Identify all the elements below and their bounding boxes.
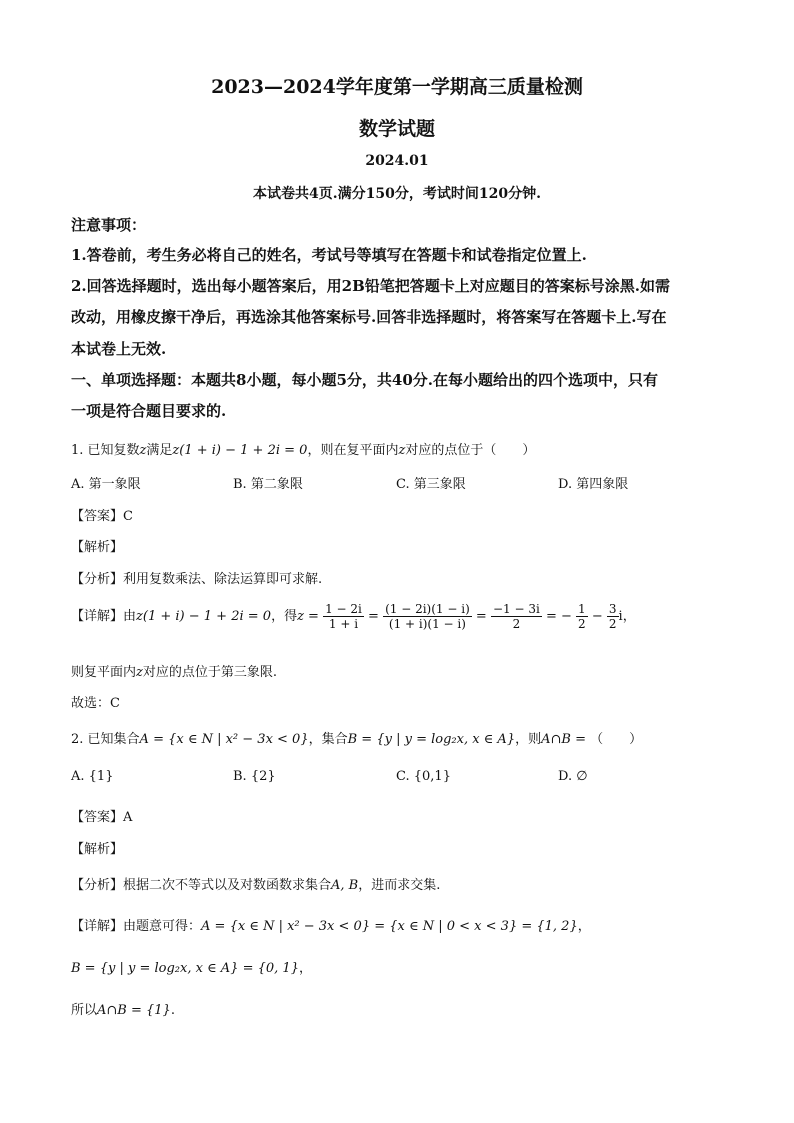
q1-detail-comma: ， bbox=[622, 609, 636, 624]
q1-conclusion-a: 则复平面内 bbox=[71, 665, 137, 680]
q1-frac-5-den: 2 bbox=[608, 617, 617, 631]
q1-frac-3-den: 2 bbox=[512, 617, 521, 631]
q1-frac-1 bbox=[323, 602, 364, 631]
q1-option-b: B. 第二象限 bbox=[233, 477, 303, 492]
q1-detail-a: 由 bbox=[123, 609, 137, 624]
exam-date: 2024.01 bbox=[365, 153, 429, 169]
q1-detail-tag: 【详解】 bbox=[71, 609, 124, 624]
q1-detail-z: z = bbox=[297, 609, 319, 624]
q1-detail-b: ，得 bbox=[271, 609, 298, 624]
q2-suffix: ，则 bbox=[515, 732, 542, 747]
q1-prefix: 1. 已知复数 bbox=[71, 443, 140, 458]
q1-analysis bbox=[71, 568, 322, 587]
q1-suffix: ，则在复平面内 bbox=[307, 443, 399, 458]
q2-fenxi-ab: A, B bbox=[331, 878, 359, 893]
q2-option-b: B. {2} bbox=[233, 769, 276, 784]
q1-fenxi-text: 利用复数乘法、除法运算即可求解. bbox=[123, 572, 323, 587]
notes-item-2-line-3: 本试卷上无效. bbox=[71, 340, 167, 358]
q1-frac-3-num: −1 − 3i bbox=[492, 602, 540, 616]
q2-set-a: A = {x ∈ N | x² − 3x < 0} bbox=[139, 732, 309, 747]
q1-equals-3: = bbox=[545, 609, 557, 624]
q1-detail-eq1: z(1 + i) − 1 + 2i = 0 bbox=[136, 609, 272, 624]
q1-detail bbox=[71, 602, 636, 631]
q2-detail bbox=[71, 915, 591, 934]
q2-answer bbox=[71, 806, 132, 825]
q2-detail-eq-b-end: ， bbox=[298, 961, 312, 976]
q1-answer-value: C bbox=[123, 509, 133, 524]
q2-mid: ，集合 bbox=[308, 732, 348, 747]
q1-answer bbox=[71, 505, 133, 524]
section-heading-line-1: 一、单项选择题：本题共8小题，每小题5分，共40分.在每小题给出的四个选项中，只有 bbox=[71, 371, 658, 389]
q1-frac-2 bbox=[383, 602, 472, 631]
q1-frac-2-num: (1 − 2i)(1 − i) bbox=[385, 602, 470, 616]
q1-frac-3 bbox=[491, 602, 542, 631]
page-subtitle: 数学试题 bbox=[358, 118, 435, 140]
q2-answer-tag: 【答案】 bbox=[71, 810, 124, 825]
q2-option-d: D. ∅ bbox=[558, 769, 588, 784]
q1-final-choice: 故选：C bbox=[71, 696, 120, 711]
q2-set-b: B = {y | y = log₂x, x ∈ A} bbox=[347, 732, 516, 747]
notes-heading: 注意事项： bbox=[71, 216, 147, 234]
q2-conclusion-a: 所以 bbox=[71, 1003, 98, 1018]
q2-detail-eq-a-end: ， bbox=[577, 919, 591, 934]
question-2-stem bbox=[71, 728, 642, 747]
q1-frac-1-den: 1 + i bbox=[328, 617, 359, 631]
q2-detail-eq-b: B = {y | y = log₂x, x ∈ A} = {0, 1} bbox=[71, 961, 299, 976]
q1-frac-5-num: 3 bbox=[608, 602, 617, 616]
q2-prefix: 2. 已知集合 bbox=[71, 732, 140, 747]
q2-conclusion-eq: A∩B = {1} bbox=[97, 1003, 171, 1018]
q1-jiexi-tag: 【解析】 bbox=[71, 540, 124, 555]
q1-frac-2-den: (1 + i)(1 − i) bbox=[388, 617, 466, 631]
q1-option-a: A. 第一象限 bbox=[71, 477, 141, 492]
notes-item-1: 1.答卷前，考生务必将自己的姓名，考试号等填写在答题卡和试卷指定位置上. bbox=[71, 246, 587, 264]
q1-frac-1-num: 1 − 2i bbox=[325, 602, 362, 616]
q1-conclusion-b: 对应的点位于第三象限. bbox=[142, 665, 278, 680]
q2-fenxi-text: 根据二次不等式以及对数函数求集合 bbox=[123, 878, 332, 893]
q1-minus-2: − bbox=[591, 609, 603, 624]
notes-item-2-line-2: 改动，用橡皮擦干净后，再选涂其他答案标号.回答非选择题时，将答案写在答题卡上.写在 bbox=[71, 308, 667, 326]
q2-intersection: A∩B bbox=[541, 732, 571, 747]
q1-option-c: C. 第三象限 bbox=[396, 477, 466, 492]
q2-detail-tag: 【详解】 bbox=[71, 919, 124, 934]
notes-item-2-line-1: 2.回答选择题时，选出每小题答案后，用2B铅笔把答题卡上对应题目的答案标号涂黑.如需 bbox=[71, 277, 671, 295]
q1-suffix-2: 对应的点位于（ ） bbox=[405, 443, 536, 458]
q1-answer-tag: 【答案】 bbox=[71, 509, 124, 524]
q1-minus-1: − bbox=[561, 609, 572, 624]
q1-frac-4 bbox=[576, 602, 588, 631]
q2-conclusion-end: . bbox=[170, 1003, 175, 1018]
exam-info: 本试卷共4页.满分150分，考试时间120分钟. bbox=[253, 186, 541, 202]
q1-frac-5 bbox=[607, 602, 619, 631]
q2-fenxi-end: ，进而求交集. bbox=[358, 878, 441, 893]
q2-detail-eq-a: A = {x ∈ N | x² − 3x < 0} = {x ∈ N | 0 < x < 3} = {1, 2} bbox=[201, 919, 578, 934]
q1-equals-1: = bbox=[368, 609, 379, 624]
q1-frac-4-den: 2 bbox=[578, 617, 586, 631]
q2-fenxi-tag: 【分析】 bbox=[71, 878, 124, 893]
question-1-stem bbox=[71, 439, 535, 458]
q1-equals-2: = bbox=[475, 609, 487, 624]
q2-answer-value: A bbox=[123, 810, 133, 825]
q2-option-c: C. {0,1} bbox=[396, 769, 451, 784]
q1-mid: 满足 bbox=[146, 443, 173, 458]
q1-fenxi-tag: 【分析】 bbox=[71, 572, 124, 587]
q2-detail-a: 由题意可得： bbox=[123, 919, 202, 934]
q1-equation: z(1 + i) − 1 + 2i = 0 bbox=[172, 443, 308, 458]
q2-analysis bbox=[71, 874, 440, 893]
q1-option-d: D. 第四象限 bbox=[558, 477, 629, 492]
q1-var-z: z bbox=[139, 443, 147, 458]
q2-detail-b-line bbox=[71, 957, 312, 976]
page-title: 2023—2024学年度第一学期高三质量检测 bbox=[211, 76, 583, 98]
q1-conclusion-z: z bbox=[136, 665, 143, 680]
q1-frac-4-num: 1 bbox=[578, 602, 586, 616]
q1-imag-unit: i bbox=[618, 609, 623, 624]
q2-option-a: A. {1} bbox=[71, 769, 114, 784]
section-heading-line-2: 一项是符合题目要求的. bbox=[71, 402, 227, 420]
q1-conclusion bbox=[71, 661, 277, 680]
q2-conclusion bbox=[71, 999, 175, 1018]
q2-suffix-2: = （ ） bbox=[570, 732, 643, 747]
q2-jiexi-tag: 【解析】 bbox=[71, 842, 124, 857]
q1-var-z-2: z bbox=[398, 443, 406, 458]
